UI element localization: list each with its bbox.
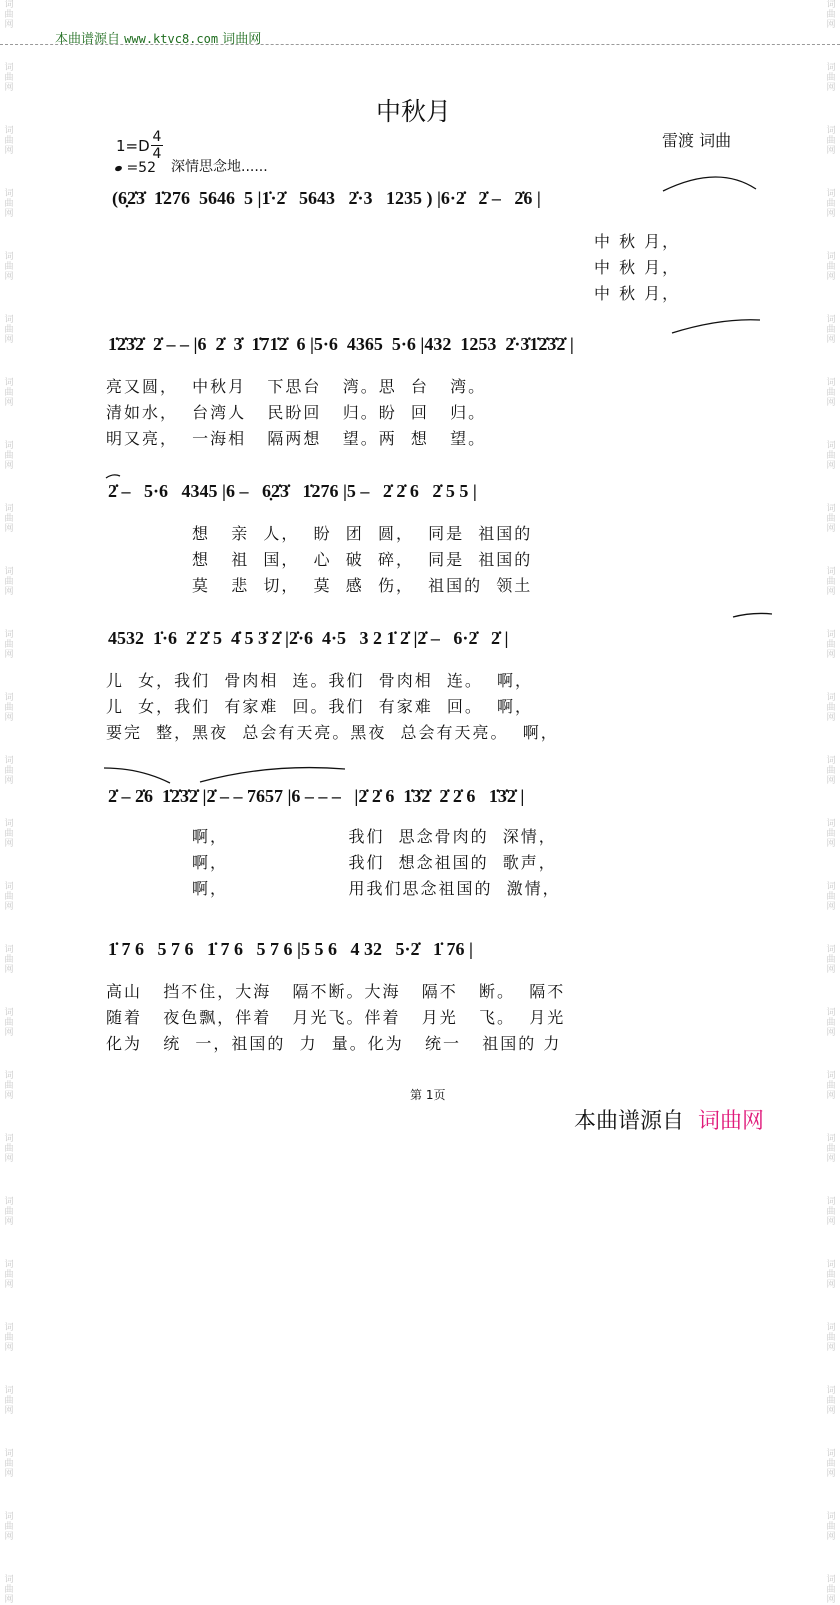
music-line-6: 1̇ 7 6 5 7 6 1̇ 7 6 5 7 6 |5 5 6 4 32 5·2̇ 1̇ 76 | [108, 939, 473, 959]
brand-text: 本曲谱源自 [574, 1109, 685, 1134]
header-url-link[interactable]: www.ktvc8.com [124, 32, 219, 46]
page-number: 第 1页 [410, 1088, 446, 1102]
slur-arc [200, 768, 345, 782]
watermark-text: 词曲网 [4, 567, 14, 597]
lyric-line-1-verse-1: 中 秋 月， [594, 232, 681, 251]
slur-arc [106, 475, 120, 478]
lyric-line-6-verse-2: 随着 夜色飘，伴着 月光飞。伴着 月光 飞。 月光 [106, 1008, 566, 1027]
watermark-text: 词曲网 [4, 504, 14, 534]
watermark-text: 词曲网 [4, 1512, 14, 1542]
expression-marking: 深情思念地...... [171, 159, 268, 175]
watermark-text: 词曲网 [4, 1197, 14, 1227]
watermark-text: 词曲网 [826, 1386, 836, 1416]
watermark-text: 词曲网 [826, 1008, 836, 1038]
watermark-text: 词曲网 [4, 63, 14, 93]
slur-arc [733, 613, 772, 617]
watermark-text: 词曲网 [826, 63, 836, 93]
music-line-1: (6̣2̇3̇ 1̇276 5646 5 |1̇·2̇ 5643 2̇·3 1235 ) |6·2̇ 2̇ – 2̇6 | [112, 188, 541, 208]
watermark-text: 词曲网 [826, 441, 836, 471]
watermark-text: 词曲网 [4, 252, 14, 282]
watermark-text: 词曲网 [4, 1575, 14, 1605]
watermark-text: 词曲网 [826, 1134, 836, 1164]
lyric-line-5-verse-3: 啊， 用我们思念祖国的 激情， [192, 879, 561, 898]
watermark-text: 词曲网 [826, 945, 836, 975]
watermark-text: 词曲网 [826, 567, 836, 597]
key-signature: 1=D [116, 137, 150, 155]
brand-site-link[interactable]: 词曲网 [698, 1109, 765, 1134]
watermark-text: 词曲网 [826, 504, 836, 534]
lyric-line-2-verse-3: 明又亮， 一海相 隔两想 望。两 想 望。 [106, 429, 487, 448]
lyric-line-1-verse-2: 中 秋 月， [594, 258, 681, 277]
lyric-line-4-verse-3: 要完 整，黑夜 总会有天亮。黑夜 总会有天亮。 啊， [106, 723, 559, 742]
lyric-line-2-verse-1: 亮又圆， 中秋月 下思台 湾。思 台 湾。 [106, 377, 487, 396]
watermark-text: 词曲网 [826, 1071, 836, 1101]
watermark-text: 词曲网 [4, 1008, 14, 1038]
watermark-text: 词曲网 [4, 189, 14, 219]
tempo-value: =52 [126, 160, 156, 176]
watermark-text: 词曲网 [826, 1197, 836, 1227]
slur-arc [663, 177, 756, 191]
time-signature-bottom: 4 [152, 146, 162, 162]
watermark-text: 词曲网 [826, 1512, 836, 1542]
watermark-text: 词曲网 [826, 252, 836, 282]
lyric-line-3-verse-1: 想 亲 人， 盼 团 圆， 同是 祖国的 [192, 524, 533, 543]
lyric-line-5-verse-1: 啊， 我们 思念骨肉的 深情， [192, 827, 557, 846]
watermark-text: 词曲网 [826, 126, 836, 156]
watermark-text: 词曲网 [826, 882, 836, 912]
watermark-text: 词曲网 [4, 882, 14, 912]
watermark-text: 词曲网 [826, 378, 836, 408]
watermark-text: 词曲网 [826, 756, 836, 786]
watermark-text: 词曲网 [826, 819, 836, 849]
watermark-text: 词曲网 [4, 693, 14, 723]
watermark-text: 词曲网 [826, 630, 836, 660]
watermark-text: 词曲网 [4, 1449, 14, 1479]
watermark-text: 词曲网 [826, 1449, 836, 1479]
lyric-line-6-verse-3: 化为 统 一，祖国的 力 量。化为 统一 祖国的 力 [106, 1034, 562, 1053]
watermark-text: 词曲网 [4, 441, 14, 471]
watermark-text: 词曲网 [4, 378, 14, 408]
lyric-line-4-verse-1: 儿 女，我们 骨肉相 连。我们 骨肉相 连。 啊， [106, 671, 534, 690]
watermark-text: 词曲网 [826, 0, 836, 30]
lyric-line-5-verse-2: 啊， 我们 想念祖国的 歌声， [192, 853, 557, 872]
watermark-text: 词曲网 [826, 693, 836, 723]
watermark-text: 词曲网 [826, 315, 836, 345]
slur-arc [672, 320, 760, 333]
lyric-line-3-verse-2: 想 祖 国， 心 破 碎， 同是 祖国的 [192, 550, 533, 569]
time-signature-top: 4 [152, 129, 162, 145]
song-title: 中秋月 [376, 97, 452, 126]
music-line-2: 1̇2̇3̇2̇ 2̇ – – |6 2̇ 3̇ 1̇71̇2̇ 6 |5·6 4365 5·6 |432 1253 2̇·3̇1̇2̇3̇2̇ | [108, 334, 574, 354]
watermark-text: 词曲网 [4, 126, 14, 156]
watermark-text: 词曲网 [4, 1134, 14, 1164]
music-line-5: 2̇ – 2̇6 1̇2̇3̇2̇ |2̇ – – 7657 |6 – – – |2̇ 2̇ 6 1̇3̇2̇ 2̇ 2̇ 6 1̇3̇2̇ | [108, 786, 525, 806]
watermark-text: 词曲网 [826, 1575, 836, 1605]
header-site-text: 本曲谱源自 [55, 32, 121, 47]
watermark-text: 词曲网 [4, 1071, 14, 1101]
music-line-3: 2̇ – 5·6 4345 |6 – 6̣2̇3̇ 1̇276 |5 – 2̇ 2̇ 6 2̇ 5 5 | [108, 481, 477, 501]
watermark-text: 词曲网 [4, 315, 14, 345]
site-brand [574, 1104, 764, 1135]
watermark-text: 词曲网 [4, 1386, 14, 1416]
watermark-text: 词曲网 [4, 1260, 14, 1290]
watermark-text: 词曲网 [4, 1323, 14, 1353]
slur-arc [104, 768, 170, 783]
lyric-line-4-verse-2: 儿 女，我们 有家难 回。我们 有家难 回。 啊， [106, 697, 534, 716]
composer-credit: 雷渡 词曲 [662, 131, 732, 150]
music-line-4: 4532 1̇·6 2̇ 2̇ 5 4̇ 5 3̇ 2̇ |2̇·6 4·5 3 2 1̇ 2̇ |2̇ – 6·2̇ 2̇ | [108, 628, 509, 648]
lyric-line-3-verse-3: 莫 悲 切， 莫 感 伤， 祖国的 领土 [192, 576, 533, 595]
watermark-text: 词曲网 [4, 945, 14, 975]
watermark-text: 词曲网 [826, 1323, 836, 1353]
watermark-text: 词曲网 [4, 756, 14, 786]
lyric-line-6-verse-1: 高山 挡不住，大海 隔不断。大海 隔不 断。 隔不 [106, 982, 566, 1001]
lyric-line-1-verse-3: 中 秋 月， [594, 284, 681, 303]
watermark-text: 词曲网 [4, 630, 14, 660]
header-site-name: 词曲网 [222, 32, 262, 47]
watermark-text: 词曲网 [4, 819, 14, 849]
watermark-text: 词曲网 [826, 189, 836, 219]
lyric-line-2-verse-2: 清如水， 台湾人 民盼回 归。盼 回 归。 [106, 403, 487, 422]
watermark-text: 词曲网 [826, 1260, 836, 1290]
watermark-text: 词曲网 [4, 0, 14, 30]
